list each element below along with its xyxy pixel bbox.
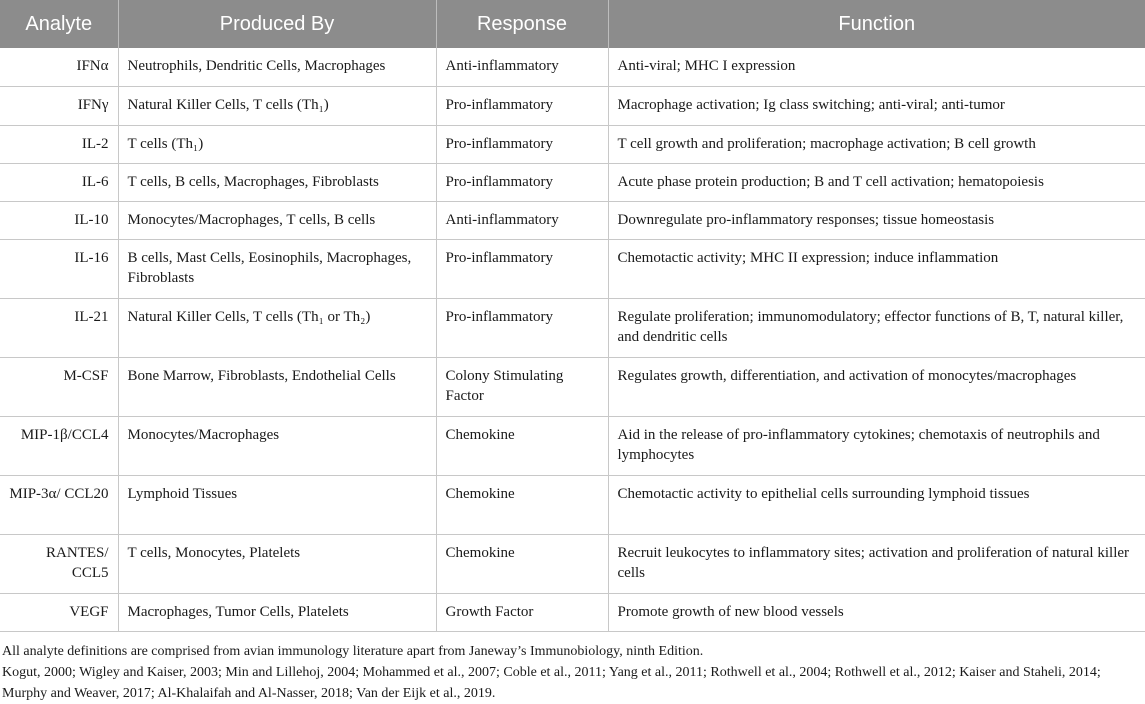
cell-function: Aid in the release of pro-inflammatory cytokines; chemotaxis of neutrophils and lymphocytes [608,416,1145,475]
table-row [0,298,1145,357]
table-row [0,163,1145,201]
cell-produced-by: Natural Killer Cells, T cells (Th₁ or Th₂) [118,298,436,357]
cell-function: Macrophage activation; Ig class switching; anti-viral; anti-tumor [608,86,1145,125]
cell-response: Pro-inflammatory [436,125,608,163]
cell-function: Recruit leukocytes to inflammatory sites; activation and proliferation of natural killer cells [608,534,1145,593]
cell-function: Acute phase protein production; B and T cell activation; hematopoiesis [608,163,1145,201]
table-body [0,48,1145,631]
cell-response: Chemokine [436,475,608,534]
cell-analyte: VEGF [0,593,118,631]
cell-produced-by: Monocytes/Macrophages, T cells, B cells [118,201,436,239]
cell-response: Pro-inflammatory [436,86,608,125]
table-header [0,0,1145,48]
header-analyte: Analyte [0,0,118,48]
cell-produced-by: B cells, Mast Cells, Eosinophils, Macrophages, Fibroblasts [118,239,436,298]
table-row [0,48,1145,86]
cell-response: Chemokine [436,416,608,475]
cell-analyte: IL-6 [0,163,118,201]
cell-produced-by: T cells, Monocytes, Platelets [118,534,436,593]
header-response: Response [436,0,608,48]
table-row [0,534,1145,593]
table-row [0,125,1145,163]
cell-function: Promote growth of new blood vessels [608,593,1145,631]
table-row [0,475,1145,534]
table-row [0,239,1145,298]
table-row [0,357,1145,416]
cell-produced-by: T cells (Th₁) [118,125,436,163]
cell-response: Chemokine [436,534,608,593]
cell-function: Chemotactic activity to epithelial cells surrounding lymphoid tissues [608,475,1145,534]
header-produced-by: Produced By [118,0,436,48]
table-footnotes [0,632,1145,704]
cell-analyte: IL-10 [0,201,118,239]
cell-analyte: MIP-3α/ CCL20 [0,475,118,534]
cell-analyte: IL-21 [0,298,118,357]
cell-produced-by: Natural Killer Cells, T cells (Th₁) [118,86,436,125]
cell-analyte: RANTES/ CCL5 [0,534,118,593]
footnote-definitions: All analyte definitions are comprised from avian immunology literature apart from Janeway’s Immunobiology, ninth Edition. [2,643,704,659]
cell-produced-by: Monocytes/Macrophages [118,416,436,475]
cell-analyte: IFNγ [0,86,118,125]
cell-response: Growth Factor [436,593,608,631]
cell-analyte: IL-2 [0,125,118,163]
cell-response: Anti-inflammatory [436,48,608,86]
header-function: Function [608,0,1145,48]
table-row [0,201,1145,239]
cell-analyte: MIP-1β/CCL4 [0,416,118,475]
cell-response: Pro-inflammatory [436,239,608,298]
cell-analyte: M-CSF [0,357,118,416]
table-row [0,593,1145,631]
cell-response: Anti-inflammatory [436,201,608,239]
cell-function: Regulates growth, differentiation, and activation of monocytes/macrophages [608,357,1145,416]
cell-produced-by: Macrophages, Tumor Cells, Platelets [118,593,436,631]
cell-response: Colony Stimulating Factor [436,357,608,416]
cell-produced-by: T cells, B cells, Macrophages, Fibroblasts [118,163,436,201]
cell-produced-by: Lymphoid Tissues [118,475,436,534]
footnote-references: Kogut, 2000; Wigley and Kaiser, 2003; Min and Lillehoj, 2004; Mohammed et al., 2007; Coble et al., 2011; Yang et al., 2011; Rothwell et al., 2004; Rothwell et al., 2012; Kaiser and Staheli, 2014; Murphy and Weaver, 2017; Al-Khalaifah and Al-Nasser, 2018; Van der Eijk et al., 2019. [2,664,1101,701]
cell-produced-by: Bone Marrow, Fibroblasts, Endothelial Cells [118,357,436,416]
cell-function: Downregulate pro-inflammatory responses; tissue homeostasis [608,201,1145,239]
cell-function: T cell growth and proliferation; macrophage activation; B cell growth [608,125,1145,163]
table-row [0,416,1145,475]
cell-analyte: IL-16 [0,239,118,298]
cell-analyte: IFNα [0,48,118,86]
cell-response: Pro-inflammatory [436,298,608,357]
table-row [0,86,1145,125]
cell-function: Anti-viral; MHC I expression [608,48,1145,86]
cell-function: Regulate proliferation; immunomodulatory; effector functions of B, T, natural killer, and dendritic cells [608,298,1145,357]
cell-response: Pro-inflammatory [436,163,608,201]
cell-produced-by: Neutrophils, Dendritic Cells, Macrophages [118,48,436,86]
cell-function: Chemotactic activity; MHC II expression; induce inflammation [608,239,1145,298]
